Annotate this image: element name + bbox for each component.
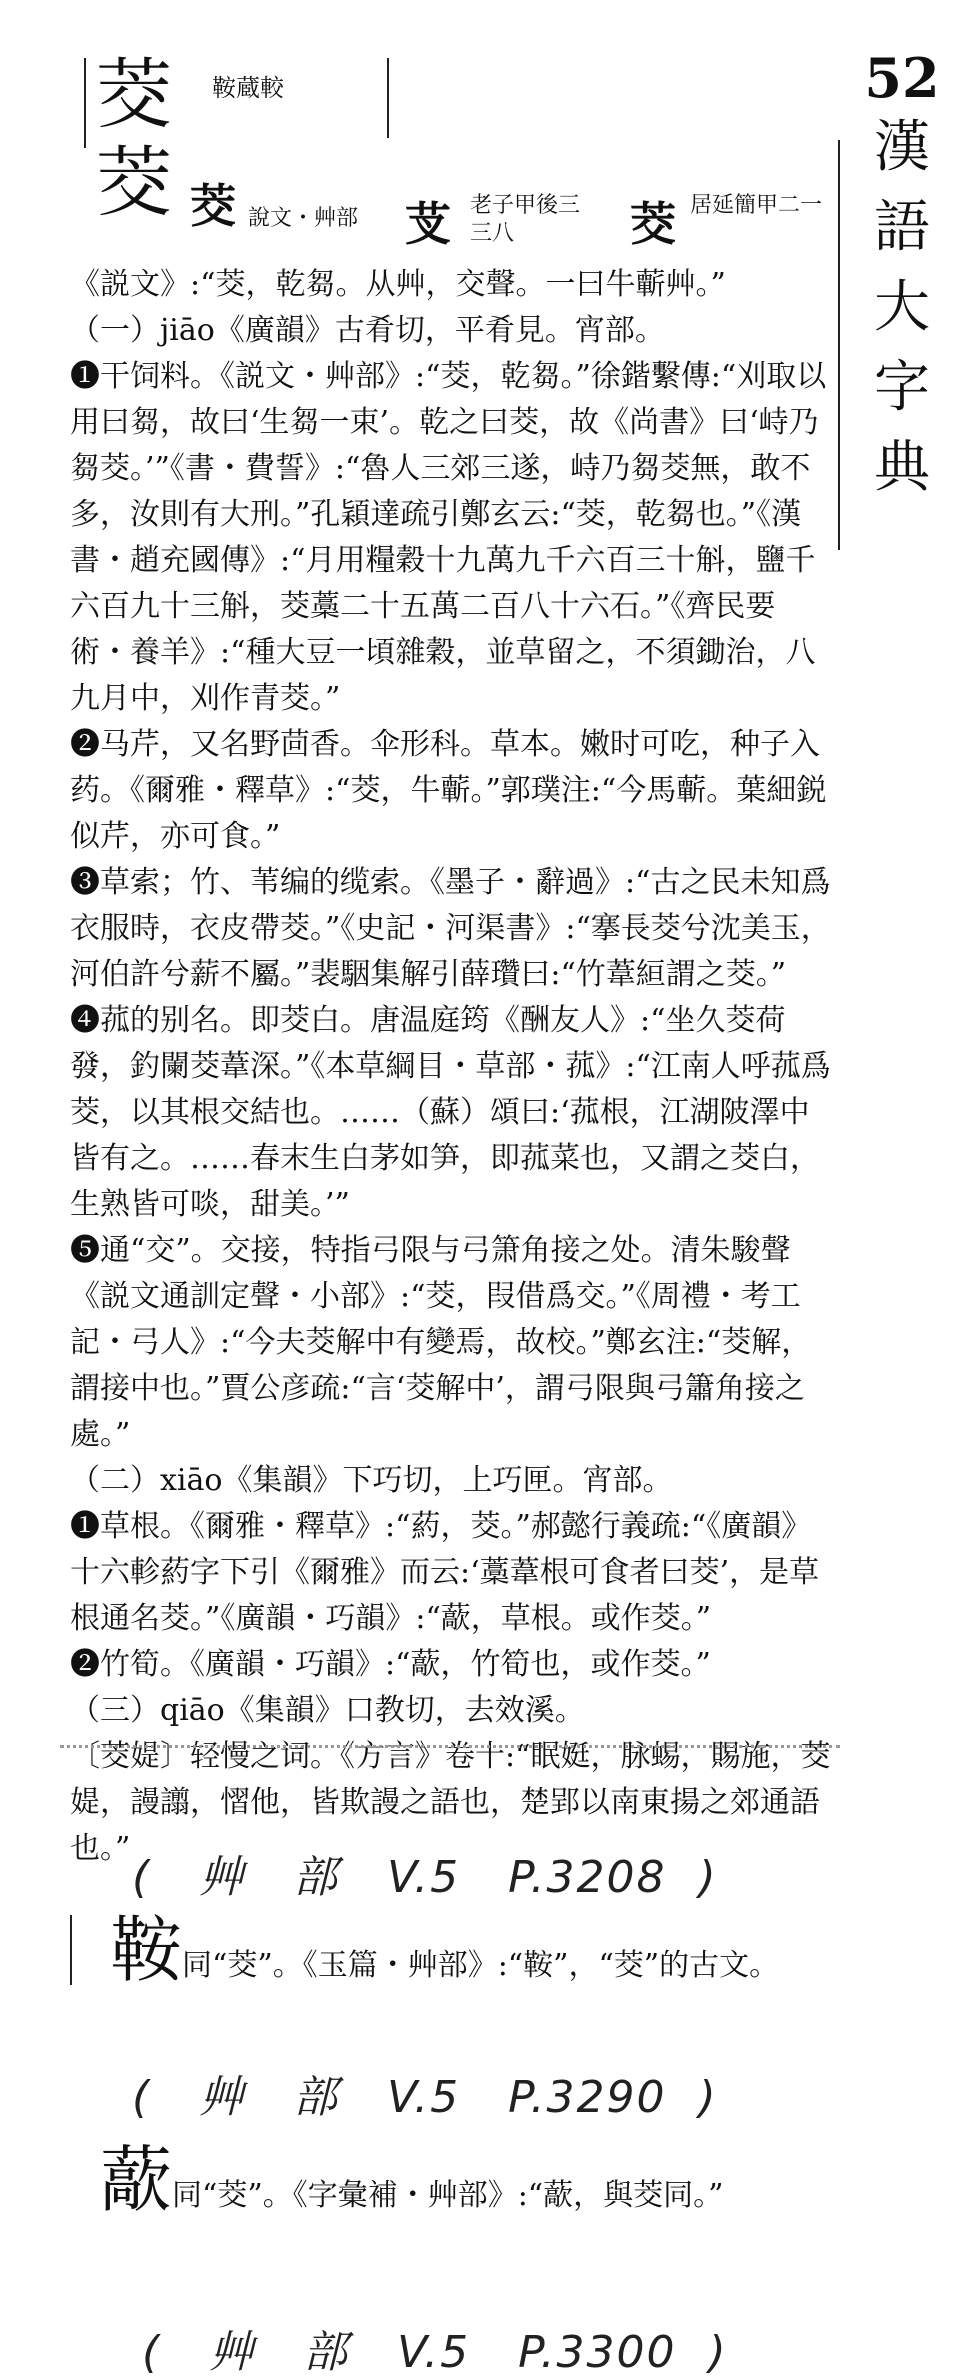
sense-paragraph: ❹菰的别名。即茭白。唐温庭筠《酬友人》:“坐久茭荷發，釣闌茭葦深。”《本草綱目・草部・菰》:“江南人呼菰爲茭，以其根交結也。……（蘇）頌曰:‘菰根，江湖陂澤中皆有之。……春末生白茅如笋，即菰菜也，又謂之茭白，生熟皆可啖，甜美。’” xyxy=(70,1003,831,1222)
title-char: 字 xyxy=(874,355,930,420)
dictionary-title xyxy=(843,48,961,508)
title-divider xyxy=(838,140,840,550)
entry-body xyxy=(70,262,832,1872)
reading-heading: （三）qiāo《集韻》口教切，去效溪。 xyxy=(70,1693,585,1728)
seal-caption: 說文・艸部 xyxy=(248,206,359,231)
entry-marker xyxy=(70,1915,72,1985)
head-variants: 鞍蔵較 xyxy=(212,74,284,102)
reading-heading: （二）xiāo《集韻》下巧切，上巧匣。宵部。 xyxy=(70,1463,673,1498)
seal-glyph: 芆 xyxy=(405,197,451,251)
seal-caption: 老子甲後三三八 xyxy=(470,193,581,246)
title-char: 大 xyxy=(874,275,930,340)
handwritten-reference: ( 艸 部 V.5 P.3300 ) xyxy=(141,2327,728,2378)
head-char-top: 茭 xyxy=(96,50,172,139)
entry-definition: 同“茭”。《字彙補・艸部》:“藃，與茭同。” xyxy=(172,2178,724,2213)
seal-caption: 居延簡甲二一 xyxy=(690,193,823,218)
entry-line xyxy=(110,1910,779,1990)
section-divider xyxy=(60,1745,840,1748)
header-border-left xyxy=(84,58,86,148)
sense-paragraph: ❶草根。《爾雅・釋草》:“葯，茭。”郝懿行義疏:“《廣韻》十六軫葯字下引《爾雅》而云:‘藁葦根可食者曰茭’，是草根通名茭。”《廣韻・巧韻》:“藃，草根。或作茭。” xyxy=(70,1509,820,1636)
page-number: 52 xyxy=(864,46,940,110)
seal-glyph: 茭 xyxy=(630,197,676,251)
sense-paragraph: ❶干饲料。《説文・艸部》:“茭，乾芻。”徐鍇繫傳:“刈取以用曰芻，故曰‘生芻一束’。乾之曰茭，故《尚書》曰‘峙乃芻茭。’”《書・費誓》:“魯人三郊三遂，峙乃芻茭無，敢不多，汝則有大刑。”孔穎達疏引鄭玄云:“茭，乾芻也。”《漢書・趙充國傳》:“月用糧穀十九萬九千六百三十斛，鹽千六百九十三斛，茭藁二十五萬二百八十六石。”《齊民要術・養羊》:“種大豆一頃雜穀，並草留之，不須鋤治，八九月中，刈作青茭。” xyxy=(70,359,827,716)
header-border-right xyxy=(387,58,389,138)
entry-definition: 同“茭”。《玉篇・艸部》:“鞍”，“茭”的古文。 xyxy=(182,1948,780,1983)
sense-paragraph: ❺通“交”。交接，特指弓限与弓箫角接之处。清朱駿聲《説文通訓定聲・小部》:“茭，叚借爲交。”《周禮・考工記・弓人》:“今夫茭解中有變焉，故校。”鄭玄注:“茭解，謂接中也。”賈公彦疏:“言‘茭解中’，謂弓限與弓簫角接之處。” xyxy=(70,1233,812,1452)
head-char-main: 茭 xyxy=(96,138,172,227)
sense-paragraph: ❸草索；竹、苇编的缆索。《墨子・辭過》:“古之民未知爲衣服時，衣皮帶茭。”《史記・河渠書》:“搴長茭兮沈美玉，河伯許兮薪不屬。”裴駰集解引薛瓚曰:“竹葦絙謂之茭。” xyxy=(70,865,831,992)
seal-glyph: 茭 xyxy=(190,179,236,233)
sense-paragraph: ❷竹筍。《廣韻・巧韻》:“藃，竹筍也，或作茭。” xyxy=(70,1647,711,1682)
entry-line xyxy=(100,2140,723,2220)
title-char: 漢 xyxy=(874,115,930,180)
reading-heading: （一）jiāo《廣韻》古肴切，平肴見。宵部。 xyxy=(70,313,665,348)
entry-char: 藃 xyxy=(100,2138,173,2222)
handwritten-reference: ( 艸 部 V.5 P.3290 ) xyxy=(131,2072,718,2123)
sense-paragraph: 〔茭媞〕轻慢之词。《方言》卷十:“眠娗，脉蜴，賜施，茭媞，謾譾，慴他，皆欺謾之語也，楚郢以南東揚之郊通語也。” xyxy=(70,1739,831,1866)
shuowen-definition: 《説文》:“茭，乾芻。从艸，交聲。一曰牛蘄艸。” xyxy=(70,267,726,302)
title-char: 典 xyxy=(874,435,930,500)
sense-paragraph: ❷马芹，又名野茴香。伞形科。草本。嫩时可吃，种子入药。《爾雅・釋草》:“茭，牛蘄。”郭璞注:“今馬蘄。葉細鋭似芹，亦可食。” xyxy=(70,727,827,854)
title-char: 語 xyxy=(874,195,930,260)
handwritten-reference: ( 艸 部 V.5 P.3208 ) xyxy=(131,1852,718,1903)
entry-char: 鞍 xyxy=(110,1908,183,1992)
